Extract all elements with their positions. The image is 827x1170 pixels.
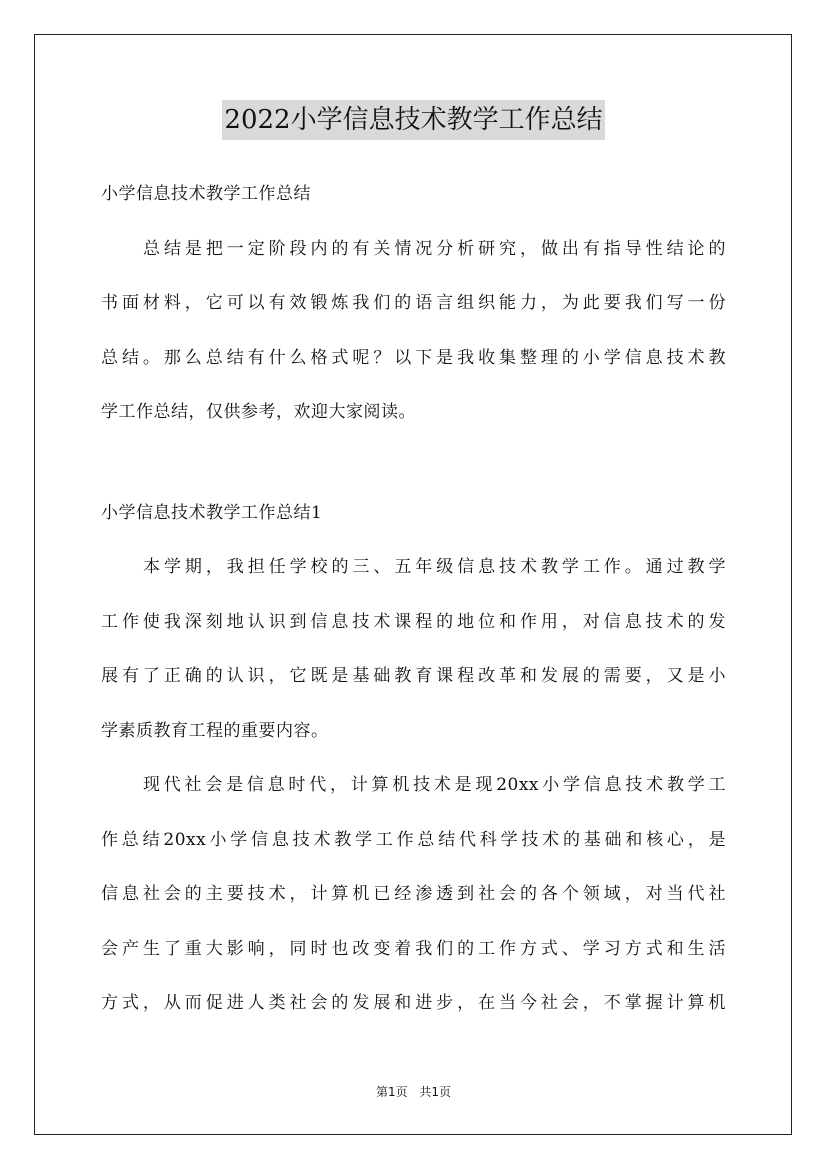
subtitle: 小学信息技术教学工作总结: [101, 184, 311, 204]
para2-line: 作总结20xx小学信息技术教学工作总结代科学技术的基础和核心，是: [101, 829, 726, 850]
page-footer: [0, 1083, 827, 1100]
intro-line: 总结。那么总结有什么格式呢？以下是我收集整理的小学信息技术教: [101, 347, 726, 368]
para2-line: 方式，从而促进人类社会的发展和进步，在当今社会，不掌握计算机: [101, 993, 726, 1013]
paragraph-gap: [101, 440, 726, 486]
intro-line: 书面材料，它可以有效锻炼我们的语言组织能力，为此要我们写一份: [101, 293, 726, 313]
para1-line: 本学期，我担任学校的三、五年级信息技术教学工作。通过教学: [143, 557, 726, 577]
document-title: 2022小学信息技术教学工作总结: [222, 100, 604, 140]
para2-line: 现代社会是信息时代，计算机技术是现20xx小学信息技术教学工: [143, 775, 726, 795]
para1-line: 学素质教育工程的重要内容。: [101, 720, 329, 741]
page-number: 第1页: [375, 1085, 408, 1099]
intro-line: 总结是把一定阶段内的有关情况分析研究，做出有指导性结论的: [143, 238, 726, 259]
section-heading: 小学信息技术教学工作总结1: [101, 502, 323, 523]
para1-line: 工作使我深刻地认识到信息技术课程的地位和作用，对信息技术的发: [101, 611, 726, 632]
document-body: [101, 167, 726, 1031]
para2-line: 会产生了重大影响，同时也改变着我们的工作方式、学习方式和生活: [101, 938, 726, 959]
para2-line: 信息社会的主要技术，计算机已经渗透到社会的各个领域，对当代社: [101, 884, 726, 904]
intro-line: 学工作总结，仅供参考，欢迎大家阅读。: [101, 402, 416, 422]
para1-line: 展有了正确的认识，它既是基础教育课程改革和发展的需要，又是小: [101, 666, 726, 686]
title-container: [0, 100, 827, 140]
page-total: 共1页: [419, 1085, 452, 1099]
